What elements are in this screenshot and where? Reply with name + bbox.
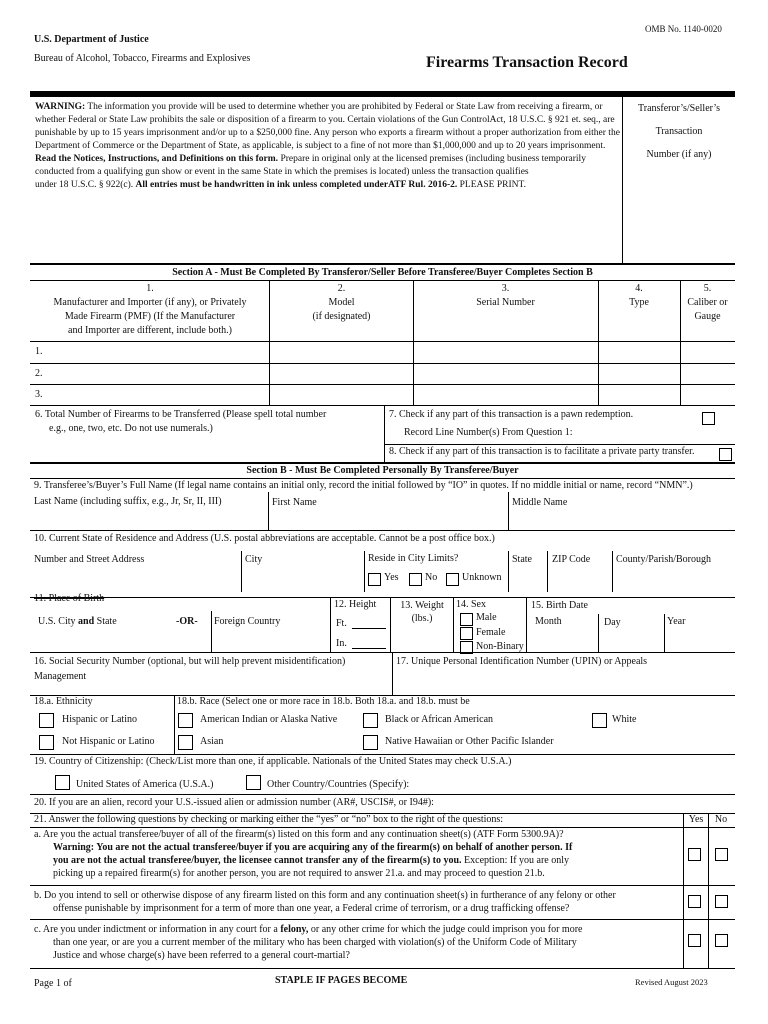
q21-instructions: 21. Answer the following questions by checking or marking either the “yes” or “no” box to the right of the questions: xyxy=(34,814,504,825)
reside-yes-label: Yes xyxy=(384,572,399,583)
q18a-ethnicity-label: 18.a. Ethnicity xyxy=(34,696,93,707)
yes-column-header: Yes xyxy=(688,814,704,825)
race-aian-label: American Indian or Alaska Native xyxy=(200,714,338,725)
race-asian-checkbox[interactable] xyxy=(178,735,193,750)
no-column-header: No xyxy=(714,814,728,825)
col-type-header: 4. Type xyxy=(629,283,649,308)
q17-upin-field-cont: Management xyxy=(34,671,87,682)
col-caliber-header: 5. Caliber or Gauge xyxy=(687,283,728,322)
staple-notice: STAPLE IF PAGES BECOME xyxy=(275,975,408,986)
q21c-yes-checkbox[interactable] xyxy=(688,934,701,947)
reside-yes-checkbox[interactable] xyxy=(368,573,381,586)
q21c-no-checkbox[interactable] xyxy=(715,934,728,947)
reside-city-limits-label: Reside in City Limits? xyxy=(368,553,459,564)
firearm-row-3[interactable]: 3. xyxy=(35,389,43,400)
birth-month-field[interactable]: Month xyxy=(535,616,562,627)
q13-weight-field[interactable]: 13. Weight (lbs.) xyxy=(400,600,444,624)
warning-text-2: whether Federal or State Law prohibits the sale or disposition of a firearm to you. Certain violations of the Gun ControlAct, 18 U.S.C. § 921 et. seq., are xyxy=(35,115,615,125)
citizenship-usa-checkbox[interactable] xyxy=(55,775,70,790)
transferor-transaction-box[interactable]: Transferor’s/Seller’s Transaction Number (if any) xyxy=(637,103,721,160)
firearm-row-2[interactable]: 2. xyxy=(35,368,43,379)
q15-birth-date-label: 15. Birth Date xyxy=(531,600,588,611)
q21c-question: c. Are you under indictment or information in any court for a felony, or any other crime for which the judge could imprison you for more than one year, or are you a current member of the military who has been charged with violation(s) of the Uniform Code of Military Justice and whose charge(s) have been referred to a general court-martial? xyxy=(34,924,583,961)
zip-field[interactable]: ZIP Code xyxy=(552,554,591,565)
q14-sex-label: 14. Sex xyxy=(456,599,486,610)
q16-ssn-field[interactable]: 16. Social Security Number (optional, but will help prevent misidentification) xyxy=(34,656,346,667)
race-black-checkbox[interactable] xyxy=(363,713,378,728)
q20-alien-number-field[interactable]: 20. If you are an alien, record your U.S.-issued alien or admission number (AR#, USCIS#, or I94#): xyxy=(34,797,434,808)
city-field[interactable]: City xyxy=(245,554,263,565)
us-city-state-field[interactable]: U.S. City and State xyxy=(38,616,117,627)
foreign-country-field[interactable]: Foreign Country xyxy=(214,616,281,627)
first-name-field[interactable]: First Name xyxy=(272,497,317,508)
birth-day-field[interactable]: Day xyxy=(604,617,621,628)
race-nhpi-checkbox[interactable] xyxy=(363,735,378,750)
ethnicity-hispanic-label: Hispanic or Latino xyxy=(62,714,137,725)
warning-text-5: Prepare in original only at the licensed premises (including business temporarily conducted from a qualifying gun show or event in the same State in which the premises is located) unless the transaction qualifies xyxy=(35,154,586,177)
height-inches-field[interactable]: In. xyxy=(336,638,347,649)
or-label: -OR- xyxy=(176,616,198,627)
q21a-no-checkbox[interactable] xyxy=(715,848,728,861)
middle-name-field[interactable]: Middle Name xyxy=(512,497,568,508)
form-title: Firearms Transaction Record xyxy=(426,54,628,71)
q7-record-line[interactable]: Record Line Number(s) From Question 1: xyxy=(404,427,573,438)
sex-female-label: Female xyxy=(476,627,506,638)
sex-female-checkbox[interactable] xyxy=(460,627,473,640)
sex-male-checkbox[interactable] xyxy=(460,613,473,626)
warning-text-6c: PLEASE PRINT. xyxy=(459,180,526,190)
omb-number: OMB No. 1140-0020 xyxy=(645,24,722,34)
height-feet-field[interactable]: Ft. xyxy=(336,618,347,629)
firearm-row-1[interactable]: 1. xyxy=(35,346,43,357)
q21a-question: a. Are you the actual transferee/buyer of all of the firearm(s) listed on this form and any continuation sheet(s) (ATF Form 5300.9A)? Warning: You are not the actual transferee/buyer if you are acquiring any of the firearm(s) on behalf of another person. If you are not the actual transferee/buyer, the licensee cannot transfer any of the firearm(s) to you. Exception: If you are only picking up a repaired firearm(s) for another person, you are not required to answer 21.a. and may proceed to question 21.b. xyxy=(34,829,573,879)
q19-citizenship-label: 19. Country of Citizenship: (Check/List more than one, if applicable. Nationals of the United States may check U.S.A.) xyxy=(34,756,512,767)
q21b-yes-checkbox[interactable] xyxy=(688,895,701,908)
q7-pawn-label: 7. Check if any part of this transaction is a pawn redemption. xyxy=(389,409,634,420)
reside-no-checkbox[interactable] xyxy=(409,573,422,586)
race-white-label: White xyxy=(612,714,637,725)
warning-lead: WARNING: xyxy=(35,102,86,112)
section-b-title: Section B - Must Be Completed Personally By Transferee/Buyer xyxy=(246,465,519,476)
reside-unknown-label: Unknown xyxy=(462,572,502,583)
q18b-race-label: 18.b. Race (Select one or more race in 18.b. Both 18.a. and 18.b. must be xyxy=(177,696,470,707)
q21b-no-checkbox[interactable] xyxy=(715,895,728,908)
q21a-yes-checkbox[interactable] xyxy=(688,848,701,861)
page-number: Page 1 of xyxy=(34,978,72,989)
birth-year-field[interactable]: Year xyxy=(667,616,686,627)
last-name-field[interactable]: Last Name (including suffix, e.g., Jr, Sr, II, III) xyxy=(34,496,222,507)
race-nhpi-label: Native Hawaiian or Other Pacific Islander xyxy=(385,736,554,747)
sex-male-label: Male xyxy=(476,612,497,623)
warning-text-3: punishable by up to 15 years imprisonment and/or up to a $250,000 fine. Any person who exports a firearm without a proper authorization from either the xyxy=(35,128,620,138)
revision-date: Revised August 2023 xyxy=(635,977,708,987)
citizenship-other-checkbox[interactable] xyxy=(246,775,261,790)
q8-private-party-checkbox[interactable] xyxy=(719,448,732,461)
q12-height-label: 12. Height xyxy=(334,599,377,610)
warning-text-6b: All entries must be handwritten in ink unless completed underATF Rul. 2016-2. xyxy=(135,180,458,190)
col-model-header: 2. Model (if designated) xyxy=(312,283,371,322)
reside-unknown-checkbox[interactable] xyxy=(446,573,459,586)
county-field[interactable]: County/Parish/Borough xyxy=(616,554,712,565)
race-aian-checkbox[interactable] xyxy=(178,713,193,728)
warning-text-6a: under 18 U.S.C. § 922(c). xyxy=(35,180,134,190)
bureau-name: Bureau of Alcohol, Tobacco, Firearms and Explosives xyxy=(34,53,251,64)
section-a-title: Section A - Must Be Completed By Transferor/Seller Before Transferee/Buyer Completes Section B xyxy=(172,267,593,278)
q9-full-name: 9. Transferee’s/Buyer’s Full Name (If legal name contains an initial only, record the initial followed by “IO” in quotes. If no middle initial or name, record “NMN”.) xyxy=(34,480,693,491)
q17-upin-field[interactable]: 17. Unique Personal Identification Number (UPIN) or Appeals xyxy=(396,656,648,667)
ethnicity-not-hispanic-label: Not Hispanic or Latino xyxy=(62,736,155,747)
warning-block xyxy=(35,101,620,192)
department-name: U.S. Department of Justice xyxy=(34,34,149,45)
warning-read-notice: Read the Notices, Instructions, and Definitions on this form. xyxy=(35,154,279,164)
warning-text-1: The information you provide will be used to determine whether you are prohibited by Federal or State Law from receiving a firearm, or xyxy=(87,102,603,112)
reside-no-label: No xyxy=(425,572,438,583)
q8-private-party-label: 8. Check if any part of this transaction is to facilitate a private party transfer. xyxy=(389,446,695,457)
citizenship-other-field[interactable]: Other Country/Countries (Specify): xyxy=(267,779,410,790)
header-rule xyxy=(30,91,735,97)
q21b-question: b. Do you intend to sell or otherwise dispose of any firearm listed on this form and any continuation sheet(s) in furtherance of any felony or other offense punishable by imprisonment for a term of more than one year, a Federal crime of terrorism, or a drug trafficking offense? xyxy=(34,890,616,914)
race-black-label: Black or African American xyxy=(385,714,494,725)
q7-pawn-checkbox[interactable] xyxy=(702,412,715,425)
ethnicity-hispanic-checkbox[interactable] xyxy=(39,713,54,728)
citizenship-usa-label: United States of America (U.S.A.) xyxy=(76,779,214,790)
q11-place-of-birth: 11. Place of Birth xyxy=(34,593,105,604)
race-white-checkbox[interactable] xyxy=(592,713,607,728)
street-address-field[interactable]: Number and Street Address xyxy=(34,554,145,565)
race-asian-label: Asian xyxy=(200,736,224,747)
warning-text-4: Department of Commerce or the Department of State, as applicable, is subject to a fine of not more than $1,000,000 and up to 20 years imprisonment. xyxy=(35,141,606,151)
sex-nonbinary-label: Non-Binary xyxy=(476,641,524,652)
col-manufacturer-header: 1. Manufacturer and Importer (if any), or Privately Made Firearm (PMF) (If the Manufacturer and Importer are different, include both.) xyxy=(53,283,247,336)
state-field[interactable]: State xyxy=(512,554,532,565)
q10-residence: 10. Current State of Residence and Address (U.S. postal abbreviations are acceptable. Cannot be a post office box.) xyxy=(34,533,495,544)
col-serial-header: 3. Serial Number xyxy=(476,283,535,308)
q6-total-firearms[interactable]: 6. Total Number of Firearms to be Transferred (Please spell total number e.g., one, two, etc. Do not use numerals.) xyxy=(35,409,327,434)
ethnicity-not-hispanic-checkbox[interactable] xyxy=(39,735,54,750)
